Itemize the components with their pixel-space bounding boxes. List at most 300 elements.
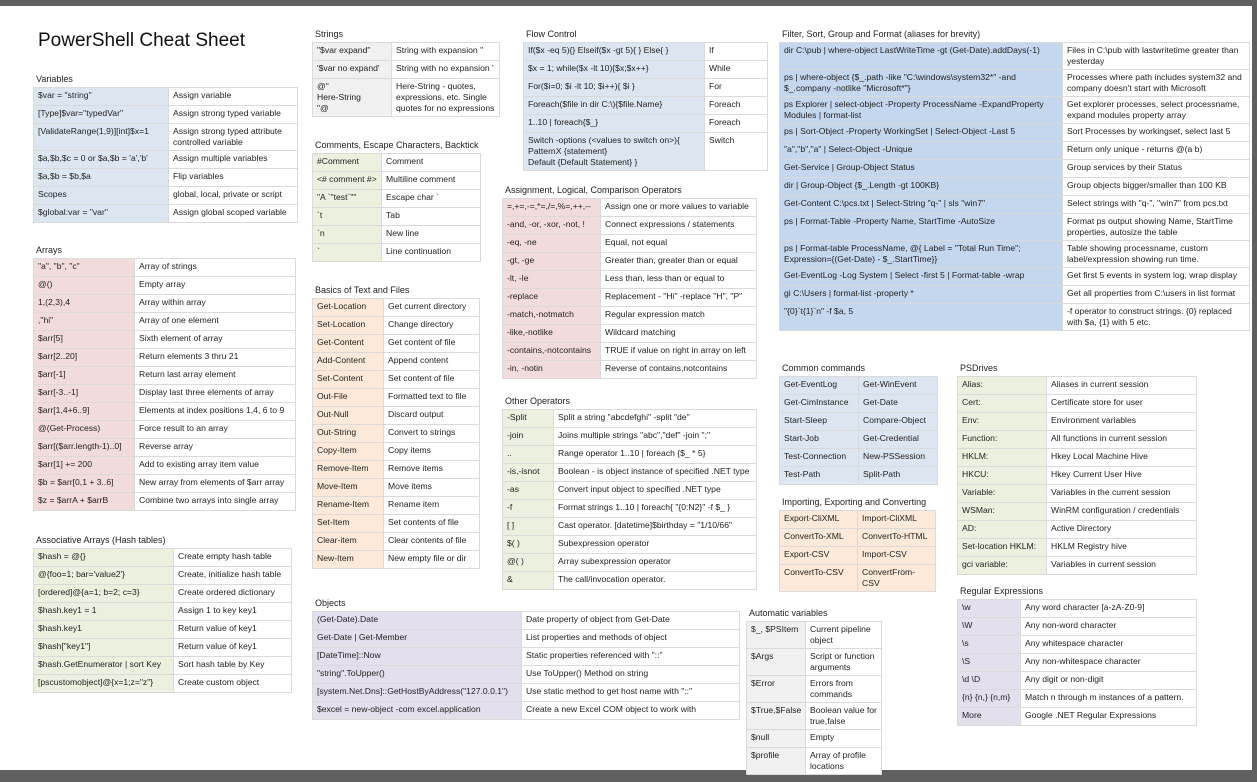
section-comments xyxy=(312,140,481,262)
reference-table xyxy=(33,87,298,223)
command-cell: ps Explorer | select-object -Property ProcessName -ExpandProperty Modules | format-list xyxy=(780,97,1063,124)
description-cell: Flip variables xyxy=(169,169,298,187)
table-row xyxy=(313,515,480,533)
table-row xyxy=(34,331,296,349)
table-row xyxy=(34,187,298,205)
table-row xyxy=(34,385,296,403)
description-cell: Any digit or non-digit xyxy=(1021,672,1197,690)
table-row xyxy=(503,235,757,253)
command-cell: $hash.GetEnumerator | sort Key xyxy=(34,657,174,675)
table-row xyxy=(313,533,480,551)
table-row xyxy=(747,622,882,649)
table-row xyxy=(780,565,936,592)
table-row xyxy=(780,196,1250,214)
description-cell: Select strings with "q-", "win7" from pcs.txt xyxy=(1063,196,1250,214)
description-cell: Boolean value for true,false xyxy=(806,703,882,730)
description-cell: Formatted text to file xyxy=(384,389,480,407)
description-cell: Any word character [a-zA-Z0-9] xyxy=(1021,600,1197,618)
description-cell: Greater than, greater than or equal xyxy=(601,253,757,271)
description-cell: Array of strings xyxy=(135,259,296,277)
table-row xyxy=(313,172,481,190)
description-cell: Wildcard matching xyxy=(601,325,757,343)
table-row xyxy=(313,684,740,702)
table-row xyxy=(34,549,292,567)
command-cell: $( ) xyxy=(503,536,554,554)
command-cell: @{foo=1; bar='value2'} xyxy=(34,567,174,585)
table-row xyxy=(313,190,481,208)
table-row xyxy=(524,115,768,133)
command-cell: HKCU: xyxy=(958,467,1047,485)
description-cell: While xyxy=(705,61,768,79)
description-cell: Create ordered dictionary xyxy=(174,585,292,603)
description-cell: Append content xyxy=(384,353,480,371)
table-row xyxy=(524,61,768,79)
table-row xyxy=(780,304,1250,331)
description-cell: Move items xyxy=(384,479,480,497)
command-cell: [DateTime]::Now xyxy=(313,648,522,666)
command-cell: -is,-isnot xyxy=(503,464,554,482)
description-cell: Get-WinEvent xyxy=(859,377,938,395)
description-cell: Sort Processes by workingset, select last 5 xyxy=(1063,124,1250,142)
table-row xyxy=(34,403,296,421)
reference-table xyxy=(502,198,757,379)
description-cell: Escape char ` xyxy=(382,190,481,208)
command-cell: Out-File xyxy=(313,389,384,407)
table-row xyxy=(958,708,1197,726)
description-cell: Equal, not equal xyxy=(601,235,757,253)
command-cell: Get-Content xyxy=(313,335,384,353)
table-row xyxy=(780,413,938,431)
section-title: Objects xyxy=(315,598,346,608)
description-cell: Empty xyxy=(806,730,882,748)
description-cell: Errors from commands xyxy=(806,676,882,703)
table-row xyxy=(313,551,480,569)
section-title: Associative Arrays (Hash tables) xyxy=(36,535,166,545)
table-row xyxy=(34,421,296,439)
table-row xyxy=(313,299,480,317)
table-row xyxy=(503,518,757,536)
command-cell: $Args xyxy=(747,649,806,676)
reference-table xyxy=(312,153,481,262)
command-cell: If($x -eq 5){} Elseif($x -gt 5){ } Else{ } xyxy=(524,43,705,61)
command-cell: {n} {n,} {n,m} xyxy=(958,690,1021,708)
table-row xyxy=(503,572,757,590)
command-cell: Start-Sleep xyxy=(780,413,859,431)
command-cell: $var = "string" xyxy=(34,88,169,106)
command-cell: ConvertTo-XML xyxy=(780,529,858,547)
description-cell: Import-CSV xyxy=(858,547,936,565)
command-cell: '$var no expand' xyxy=(313,61,392,79)
description-cell: Set contents of file xyxy=(384,515,480,533)
section-objects xyxy=(312,598,740,720)
command-cell: $excel = new-object -com excel.application xyxy=(313,702,522,720)
table-row xyxy=(503,554,757,572)
description-cell: Hkey Local Machine Hive xyxy=(1047,449,1197,467)
description-cell: New-PSSession xyxy=(859,449,938,467)
table-row xyxy=(958,557,1197,575)
command-cell: For($i=0; $i -lt 10; $i++){ $i } xyxy=(524,79,705,97)
table-row xyxy=(524,43,768,61)
command-cell: $z = $arrA + $arrB xyxy=(34,493,135,511)
description-cell: HKLM Registry hive xyxy=(1047,539,1197,557)
description-cell: Assign one or more values to variable xyxy=(601,199,757,217)
table-row xyxy=(313,666,740,684)
description-cell: Assign multiple variables xyxy=(169,151,298,169)
command-cell: \s xyxy=(958,636,1021,654)
command-cell: $a,$b,$c = 0 or $a,$b = 'a','b' xyxy=(34,151,169,169)
description-cell: Get current directory xyxy=(384,299,480,317)
description-cell: Array within array xyxy=(135,295,296,313)
description-cell: String with expansion " xyxy=(392,43,500,61)
command-cell: ,"hi" xyxy=(34,313,135,331)
command-cell: $hash.key1 xyxy=(34,621,174,639)
section-title: Automatic variables xyxy=(749,608,828,618)
table-row xyxy=(503,361,757,379)
table-row xyxy=(958,395,1197,413)
description-cell: Elements at index positions 1,4, 6 to 9 xyxy=(135,403,296,421)
table-row xyxy=(34,88,298,106)
command-cell: -eq, -ne xyxy=(503,235,601,253)
table-row xyxy=(780,529,936,547)
command-cell: $hash = @{} xyxy=(34,549,174,567)
command-cell: Add-Content xyxy=(313,353,384,371)
description-cell: Foreach xyxy=(705,97,768,115)
reference-table xyxy=(312,42,500,117)
description-cell: ConvertFrom-CSV xyxy=(858,565,936,592)
command-cell: -like,-notlike xyxy=(503,325,601,343)
description-cell: Google .NET Regular Expressions xyxy=(1021,708,1197,726)
description-cell: New empty file or dir xyxy=(384,551,480,569)
command-cell: Switch -options (<values to switch on>){ PatternX {statement} Default {Default Statement} } xyxy=(524,133,705,171)
table-row xyxy=(747,703,882,730)
section-text-and-files xyxy=(312,285,480,569)
reference-table xyxy=(957,376,1197,575)
description-cell: New array from elements of $arr array xyxy=(135,475,296,493)
table-row xyxy=(34,313,296,331)
table-row xyxy=(958,539,1197,557)
command-cell: Cert: xyxy=(958,395,1047,413)
description-cell: Import-CliXML xyxy=(858,511,936,529)
command-cell: $b = $arr[0,1 + 3..6] xyxy=(34,475,135,493)
cheat-sheet-page xyxy=(0,6,1252,770)
command-cell: $Error xyxy=(747,676,806,703)
section-common-commands xyxy=(779,363,938,485)
table-row xyxy=(958,672,1197,690)
table-row xyxy=(34,585,292,603)
table-row xyxy=(958,618,1197,636)
table-row xyxy=(34,169,298,187)
table-row xyxy=(313,648,740,666)
table-row xyxy=(313,389,480,407)
table-row xyxy=(780,70,1250,97)
table-row xyxy=(503,217,757,235)
command-cell: <# comment #> xyxy=(313,172,382,190)
description-cell: Change directory xyxy=(384,317,480,335)
command-cell: -contains,-notcontains xyxy=(503,343,601,361)
command-cell: $null xyxy=(747,730,806,748)
table-row xyxy=(780,431,938,449)
command-cell: "a", "b", "c" xyxy=(34,259,135,277)
command-cell: $a,$b = $b,$a xyxy=(34,169,169,187)
command-cell: $arr[5] xyxy=(34,331,135,349)
description-cell: Processes where path includes system32 and company doesn't start with Microsoft xyxy=(1063,70,1250,97)
section-title: PSDrives xyxy=(960,363,998,373)
description-cell: All functions in current session xyxy=(1047,431,1197,449)
description-cell: Split a string "abcdefghi" -split "de" xyxy=(554,410,757,428)
section-importing-exporting xyxy=(779,497,936,592)
table-row xyxy=(747,649,882,676)
description-cell: Date property of object from Get-Date xyxy=(522,612,740,630)
table-row xyxy=(34,151,298,169)
description-cell: Use ToUpper() Method on string xyxy=(522,666,740,684)
command-cell: @( ) xyxy=(503,554,554,572)
table-row xyxy=(780,160,1250,178)
description-cell: Array of profile locations xyxy=(806,748,882,775)
table-row xyxy=(313,371,480,389)
table-row xyxy=(313,443,480,461)
table-row xyxy=(958,467,1197,485)
description-cell: Create, initialize hash table xyxy=(174,567,292,585)
table-row xyxy=(524,133,768,171)
table-row xyxy=(313,702,740,720)
description-cell: List properties and methods of object xyxy=(522,630,740,648)
description-cell: TRUE if value on right in array on left xyxy=(601,343,757,361)
table-row xyxy=(34,567,292,585)
description-cell: Array subexpression operator xyxy=(554,554,757,572)
table-row xyxy=(34,639,292,657)
command-cell: gi C:\Users | format-list -property * xyxy=(780,286,1063,304)
command-cell: Export-CSV xyxy=(780,547,858,565)
command-cell: \w xyxy=(958,600,1021,618)
description-cell: Create custom object xyxy=(174,675,292,693)
command-cell: Env: xyxy=(958,413,1047,431)
description-cell: Convert to strings xyxy=(384,425,480,443)
command-cell: [ ] xyxy=(503,518,554,536)
description-cell: Remove items xyxy=(384,461,480,479)
description-cell: Discard output xyxy=(384,407,480,425)
table-row xyxy=(958,485,1197,503)
command-cell: -replace xyxy=(503,289,601,307)
command-cell: [ordered]@{a=1; b=2; c=3} xyxy=(34,585,174,603)
command-cell: ` xyxy=(313,244,382,262)
command-cell: Remove-Item xyxy=(313,461,384,479)
table-row xyxy=(780,286,1250,304)
command-cell: =,+=,-=,*=,/=,%=,++,-- xyxy=(503,199,601,217)
reference-table xyxy=(312,611,740,720)
command-cell: Get-Date | Get-Member xyxy=(313,630,522,648)
description-cell: Assign global scoped variable xyxy=(169,205,298,223)
section-title: Flow Control xyxy=(526,29,577,39)
table-row xyxy=(503,464,757,482)
description-cell: ConvertTo-HTML xyxy=(858,529,936,547)
table-row xyxy=(34,124,298,151)
description-cell: Active Directory xyxy=(1047,521,1197,539)
command-cell: Get-EventLog xyxy=(780,377,859,395)
description-cell: Group services by their Status xyxy=(1063,160,1250,178)
command-cell: $arr[2..20] xyxy=(34,349,135,367)
command-cell: More xyxy=(958,708,1021,726)
command-cell: Foreach($file in dir C:\){$file.Name} xyxy=(524,97,705,115)
section-title: Regular Expressions xyxy=(960,586,1044,596)
section-title: Common commands xyxy=(782,363,866,373)
table-row xyxy=(34,475,296,493)
command-cell: dir | Group-Object {$_.Length -gt 100KB} xyxy=(780,178,1063,196)
command-cell: -join xyxy=(503,428,554,446)
command-cell: `t xyxy=(313,208,382,226)
table-row xyxy=(34,621,292,639)
description-cell: Any whitespace character xyxy=(1021,636,1197,654)
description-cell: Reverse of contains,notcontains xyxy=(601,361,757,379)
command-cell: Scopes xyxy=(34,187,169,205)
description-cell: Split-Path xyxy=(859,467,938,485)
table-row xyxy=(34,295,296,313)
description-cell: Get-Credential xyxy=(859,431,938,449)
command-cell: HKLM: xyxy=(958,449,1047,467)
section-other-operators xyxy=(502,396,757,590)
description-cell: Clear contents of file xyxy=(384,533,480,551)
table-row xyxy=(34,493,296,511)
command-cell: $profile xyxy=(747,748,806,775)
table-row xyxy=(503,428,757,446)
description-cell: String with no expansion ' xyxy=(392,61,500,79)
description-cell: Return elements 3 thru 21 xyxy=(135,349,296,367)
table-row xyxy=(958,503,1197,521)
description-cell: Range operator 1..10 | foreach {$_ * 5} xyxy=(554,446,757,464)
command-cell: (Get-Date).Date xyxy=(313,612,522,630)
description-cell: -f operator to construct strings. {0} replaced with $a, {1} with 5 etc. xyxy=(1063,304,1250,331)
command-cell: Set-Location xyxy=(313,317,384,335)
description-cell: Foreach xyxy=(705,115,768,133)
table-row xyxy=(780,43,1250,70)
table-row xyxy=(780,467,938,485)
command-cell: Rename-Item xyxy=(313,497,384,515)
reference-table xyxy=(523,42,768,171)
table-row xyxy=(780,395,938,413)
command-cell: Get-EventLog -Log System | Select -first 5 | Format-table -wrap xyxy=(780,268,1063,286)
section-title: Arrays xyxy=(36,245,63,255)
command-cell: .. xyxy=(503,446,554,464)
section-title: Importing, Exporting and Converting xyxy=(782,497,927,507)
table-row xyxy=(313,244,481,262)
description-cell: Any non-word character xyxy=(1021,618,1197,636)
table-row xyxy=(313,461,480,479)
description-cell: Subexpression operator xyxy=(554,536,757,554)
command-cell: [system.Net.Dns]::GetHostByAddress("127.0.0.1") xyxy=(313,684,522,702)
description-cell: Script or function arguments xyxy=(806,649,882,676)
description-cell: Hkey Current User Hive xyxy=(1047,467,1197,485)
command-cell: #Comment xyxy=(313,154,382,172)
command-cell: Start-Job xyxy=(780,431,859,449)
table-row xyxy=(503,199,757,217)
description-cell: Line continuation xyxy=(382,244,481,262)
section-operators xyxy=(502,185,757,379)
section-flow-control xyxy=(523,29,768,171)
table-row xyxy=(503,271,757,289)
table-row xyxy=(503,446,757,464)
description-cell: Group objects bigger/smaller than 100 KB xyxy=(1063,178,1250,196)
description-cell: Joins multiple strings "abc","def" -join ";" xyxy=(554,428,757,446)
table-row xyxy=(34,603,292,621)
command-cell: Out-String xyxy=(313,425,384,443)
table-row xyxy=(313,43,500,61)
command-cell: ConvertTo-CSV xyxy=(780,565,858,592)
section-psdrives xyxy=(957,363,1197,575)
description-cell: Tab xyxy=(382,208,481,226)
description-cell: Assign variable xyxy=(169,88,298,106)
command-cell: Get-CimInstance xyxy=(780,395,859,413)
table-row xyxy=(313,335,480,353)
description-cell: Set content of file xyxy=(384,371,480,389)
table-row xyxy=(34,349,296,367)
command-cell: Get-Service | Group-Object Status xyxy=(780,160,1063,178)
command-cell: -lt, -le xyxy=(503,271,601,289)
section-arrays xyxy=(33,245,296,511)
table-row xyxy=(958,377,1197,395)
table-row xyxy=(503,325,757,343)
description-cell: Array of one element xyxy=(135,313,296,331)
description-cell: Return last array element xyxy=(135,367,296,385)
description-cell: Any non-whitespace character xyxy=(1021,654,1197,672)
description-cell: Return only unique - returns @(a b) xyxy=(1063,142,1250,160)
description-cell: Sixth element of array xyxy=(135,331,296,349)
description-cell: The call/invocation operator. xyxy=(554,572,757,590)
description-cell: Format ps output showing Name, StartTime properties, autosize the table xyxy=(1063,214,1250,241)
reference-table xyxy=(33,548,292,693)
section-variables xyxy=(33,74,298,223)
table-row xyxy=(958,413,1197,431)
description-cell: Cast operator. [datetime]$birthday = "1/10/66" xyxy=(554,518,757,536)
section-regular-expressions xyxy=(957,586,1197,726)
description-cell: Files in C:\pub with lastwritetime greater than yesterday xyxy=(1063,43,1250,70)
table-row xyxy=(503,482,757,500)
table-row xyxy=(524,79,768,97)
command-cell: $arr[-1] xyxy=(34,367,135,385)
command-cell: Set-Item xyxy=(313,515,384,533)
description-cell: Copy items xyxy=(384,443,480,461)
table-row xyxy=(313,154,481,172)
description-cell: Match n through m instances of a pattern. xyxy=(1021,690,1197,708)
table-row xyxy=(34,106,298,124)
table-row xyxy=(313,497,480,515)
description-cell: Environment variables xyxy=(1047,413,1197,431)
description-cell: Switch xyxy=(705,133,768,171)
description-cell: WinRM configuration / credentials xyxy=(1047,503,1197,521)
table-row xyxy=(503,343,757,361)
description-cell: Assign 1 to key key1 xyxy=(174,603,292,621)
command-cell: 1..10 | foreach{$_} xyxy=(524,115,705,133)
description-cell: Replacement - "Hi" -replace "H", "P" xyxy=(601,289,757,307)
table-row xyxy=(958,521,1197,539)
command-cell: [Type]$var="typedVar" xyxy=(34,106,169,124)
command-cell: Set-Content xyxy=(313,371,384,389)
table-row xyxy=(524,97,768,115)
command-cell: Test-Path xyxy=(780,467,859,485)
table-row xyxy=(780,547,936,565)
command-cell: $arr[-3..-1] xyxy=(34,385,135,403)
command-cell: [pscustomobject]@{x=1;z="z"} xyxy=(34,675,174,693)
table-row xyxy=(313,353,480,371)
command-cell: dir C:\pub | where-object LastWriteTime -gt (Get-Date).addDays(-1) xyxy=(780,43,1063,70)
command-cell: \W xyxy=(958,618,1021,636)
table-row xyxy=(34,205,298,223)
command-cell: Clear-item xyxy=(313,533,384,551)
table-row xyxy=(503,410,757,428)
description-cell: Here-String - quotes, expressions, etc. Single quotes for no expressions xyxy=(392,79,500,117)
table-row xyxy=(780,268,1250,286)
description-cell: Assign strong typed attribute controlled variable xyxy=(169,124,298,151)
command-cell: $hash["key1"] xyxy=(34,639,174,657)
table-row xyxy=(313,317,480,335)
